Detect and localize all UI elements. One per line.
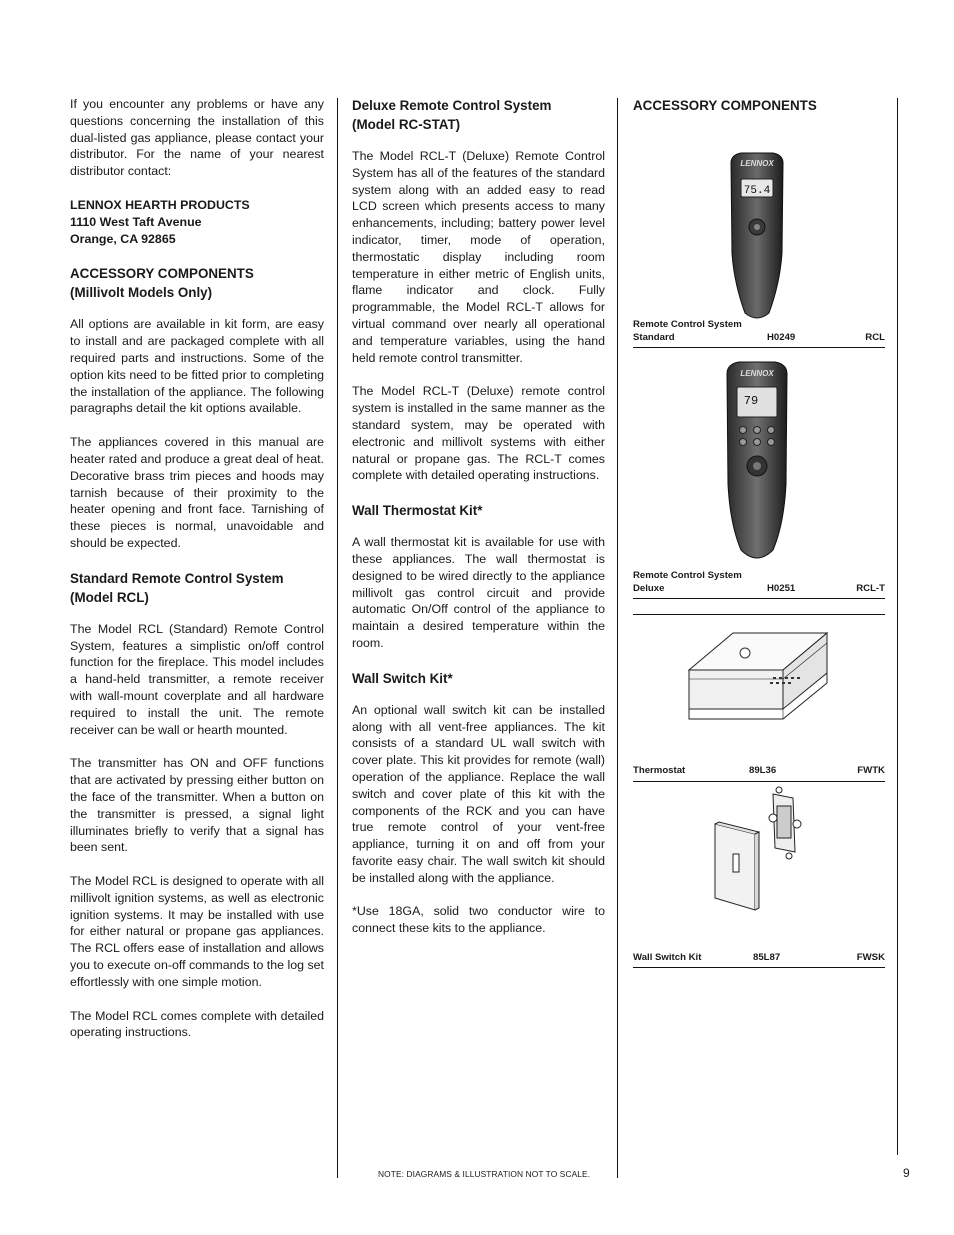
thermostat-caption bbox=[633, 765, 885, 782]
wall-switch-caption bbox=[633, 952, 885, 969]
caption-name: Thermostat bbox=[633, 765, 686, 776]
heading-wall-switch: Wall Switch Kit* bbox=[352, 670, 453, 686]
heading-line: (Model RCL) bbox=[70, 589, 149, 605]
standard-remote-display: 75.4 bbox=[743, 185, 771, 197]
caption-name: Standard bbox=[633, 331, 675, 343]
standard-remote-logo: LENNOX bbox=[740, 159, 774, 168]
heading-wall-thermostat: Wall Thermostat Kit* bbox=[352, 503, 483, 519]
heading-line: ACCESSORY COMPONENTS bbox=[70, 266, 254, 282]
caption-name: Deluxe bbox=[633, 582, 665, 594]
kit-paragraph: All options are available in kit form, are easy to install and are packaged complete with all required parts and instructions. Some of the option kits need to be fitted prior to completing the installation of the appliance. The following paragraphs detail the kit options available. bbox=[70, 317, 324, 416]
caption-name: Remote Control System bbox=[633, 570, 742, 581]
standard-remote-figure bbox=[633, 133, 885, 319]
caption-code: FWSK bbox=[856, 951, 885, 963]
wire-note-paragraph: *Use 18GA, solid two conductor wire to connect these kits to the appliance. bbox=[352, 904, 605, 936]
intro-paragraph: If you encounter any problems or have any questions concerning the installation of this dual-listed gas appliance, please contact your distributor. For the name of your nearest distributor contact: bbox=[70, 97, 324, 179]
caption-name: Remote Control System bbox=[633, 319, 742, 330]
switch-paragraph: An optional wall switch kit can be installed along with all vent-free appliances. The kit consists of a standard UL wall switch with cover plate. This kit provides for remote (wall) operation of the appliance. Replace the wall switch and cover plate of this kit with the components of the RCK and you can have true remote control of your vent-free appliance, turning it on and off from your favorite easy chair. The wall switch kit should be installed along with the appliance. bbox=[352, 702, 605, 885]
standard-remote-caption bbox=[633, 319, 885, 348]
heading-line: (Model RC-STAT) bbox=[352, 117, 461, 132]
address-block bbox=[70, 197, 324, 247]
deluxe-remote-caption bbox=[633, 570, 885, 599]
caption-code: FWTK bbox=[857, 765, 885, 776]
standard-remote-illustration bbox=[633, 133, 885, 319]
address-company: LENNOX HEARTH PRODUCTS bbox=[70, 197, 250, 212]
address-city: Orange, CA 92865 bbox=[70, 231, 176, 246]
heat-paragraph: The appliances covered in this manual are heater rated and produce a great deal of heat. Decorative brass trim pieces and hoods may tarnish because of their proximity to the heater opening and front face. Tarnishing of these pieces is normal, unavoidable and should be expected. bbox=[70, 435, 324, 550]
wall-switch-illustration bbox=[633, 782, 885, 952]
heading-line: Deluxe Remote Control System bbox=[352, 98, 552, 113]
heading-line: Standard Remote Control System bbox=[70, 570, 284, 586]
column-divider-2 bbox=[617, 98, 618, 1178]
deluxe-paragraph-1: The Model RCL-T (Deluxe) Remote Control System has all of the features of the standard system along with an added easy to read LCD screen which presents access to many enhancements, including; battery power level indicator, timer, mode of operation, thermostatic display including room temperature in either metric of English units, flame indicator and clock. Fully programmable, the Model RCL-T allows for virtual command over nearly all operational and temperature variables, using the hand held remote control transmitter. bbox=[352, 149, 605, 365]
heading-standard-remote bbox=[70, 569, 324, 607]
caption-part: 85L87 bbox=[753, 951, 781, 963]
rcl-paragraph-4: The Model RCL comes complete with detailed operating instructions. bbox=[70, 1008, 324, 1040]
heading-line: (Millivolt Models Only) bbox=[70, 285, 213, 301]
caption-name: Wall Switch Kit bbox=[633, 951, 702, 963]
heading-deluxe-remote bbox=[352, 96, 605, 134]
right-column bbox=[633, 96, 885, 968]
caption-code: RCL-T bbox=[856, 582, 885, 594]
address-street: 1110 West Taft Avenue bbox=[70, 214, 202, 229]
thermostat-paragraph: A wall thermostat kit is available for use with these appliances. The wall thermostat is designed to be wired directly to the appliance millivolt gas control circuit and provide automatic On/Off control of the appliance to maintain a desired temperature within the room. bbox=[352, 535, 605, 650]
column-divider-1 bbox=[337, 98, 338, 1178]
caption-part: 89L36 bbox=[749, 765, 777, 776]
caption-code: RCL bbox=[865, 331, 885, 343]
deluxe-paragraph-2: The Model RCL-T (Deluxe) remote control system is installed in the same manner as the standard system, may be operated with electronic and millivolt systems with either natural or propane gas. The RCL-T comes complete with detailed operating instructions. bbox=[352, 384, 605, 483]
thermostat-illustration bbox=[633, 615, 885, 765]
caption-part: H0251 bbox=[767, 582, 796, 594]
rcl-paragraph-1: The Model RCL (Standard) Remote Control System, features a simplistic on/off control function for the fireplace. This model includes a hand-held transmitter, a remote receiver with wall-mount coverplate and all hardware required to install the unit. The remote receiver can be wall or hearth mounted. bbox=[70, 621, 324, 737]
deluxe-remote-figure bbox=[633, 354, 885, 570]
deluxe-remote-illustration bbox=[633, 354, 885, 570]
wall-switch-figure bbox=[633, 782, 885, 952]
heading-accessory-components-right: ACCESSORY COMPONENTS bbox=[633, 98, 817, 113]
deluxe-remote-display: 79 bbox=[743, 394, 759, 408]
caption-part: H0249 bbox=[767, 331, 796, 343]
heading-accessory-components bbox=[70, 264, 324, 302]
page-number: 9 bbox=[903, 1166, 910, 1180]
rcl-paragraph-2: The transmitter has ON and OFF functions that are activated by pressing either button on the face of the transmitter. When a button on the transmitter is pressed, a signal light illuminates briefly to verify that a signal has been sent. bbox=[70, 756, 324, 855]
left-column bbox=[70, 96, 324, 1058]
thermostat-figure bbox=[633, 615, 885, 765]
scale-note: NOTE: DIAGRAMS & ILLUSTRATION NOT TO SCALE. bbox=[378, 1169, 591, 1179]
column-divider-3 bbox=[897, 98, 898, 1155]
deluxe-remote-logo: LENNOX bbox=[740, 369, 774, 378]
middle-column bbox=[352, 96, 605, 954]
rcl-paragraph-3: The Model RCL is designed to operate with all millivolt ignition systems, as well as electronic ignition systems. It may be installed with use for either natural or propane gas appliances. The RCL offers ease of installation and allows you to execute on-off commands to the log set effortlessly with one simple motion. bbox=[70, 874, 324, 989]
